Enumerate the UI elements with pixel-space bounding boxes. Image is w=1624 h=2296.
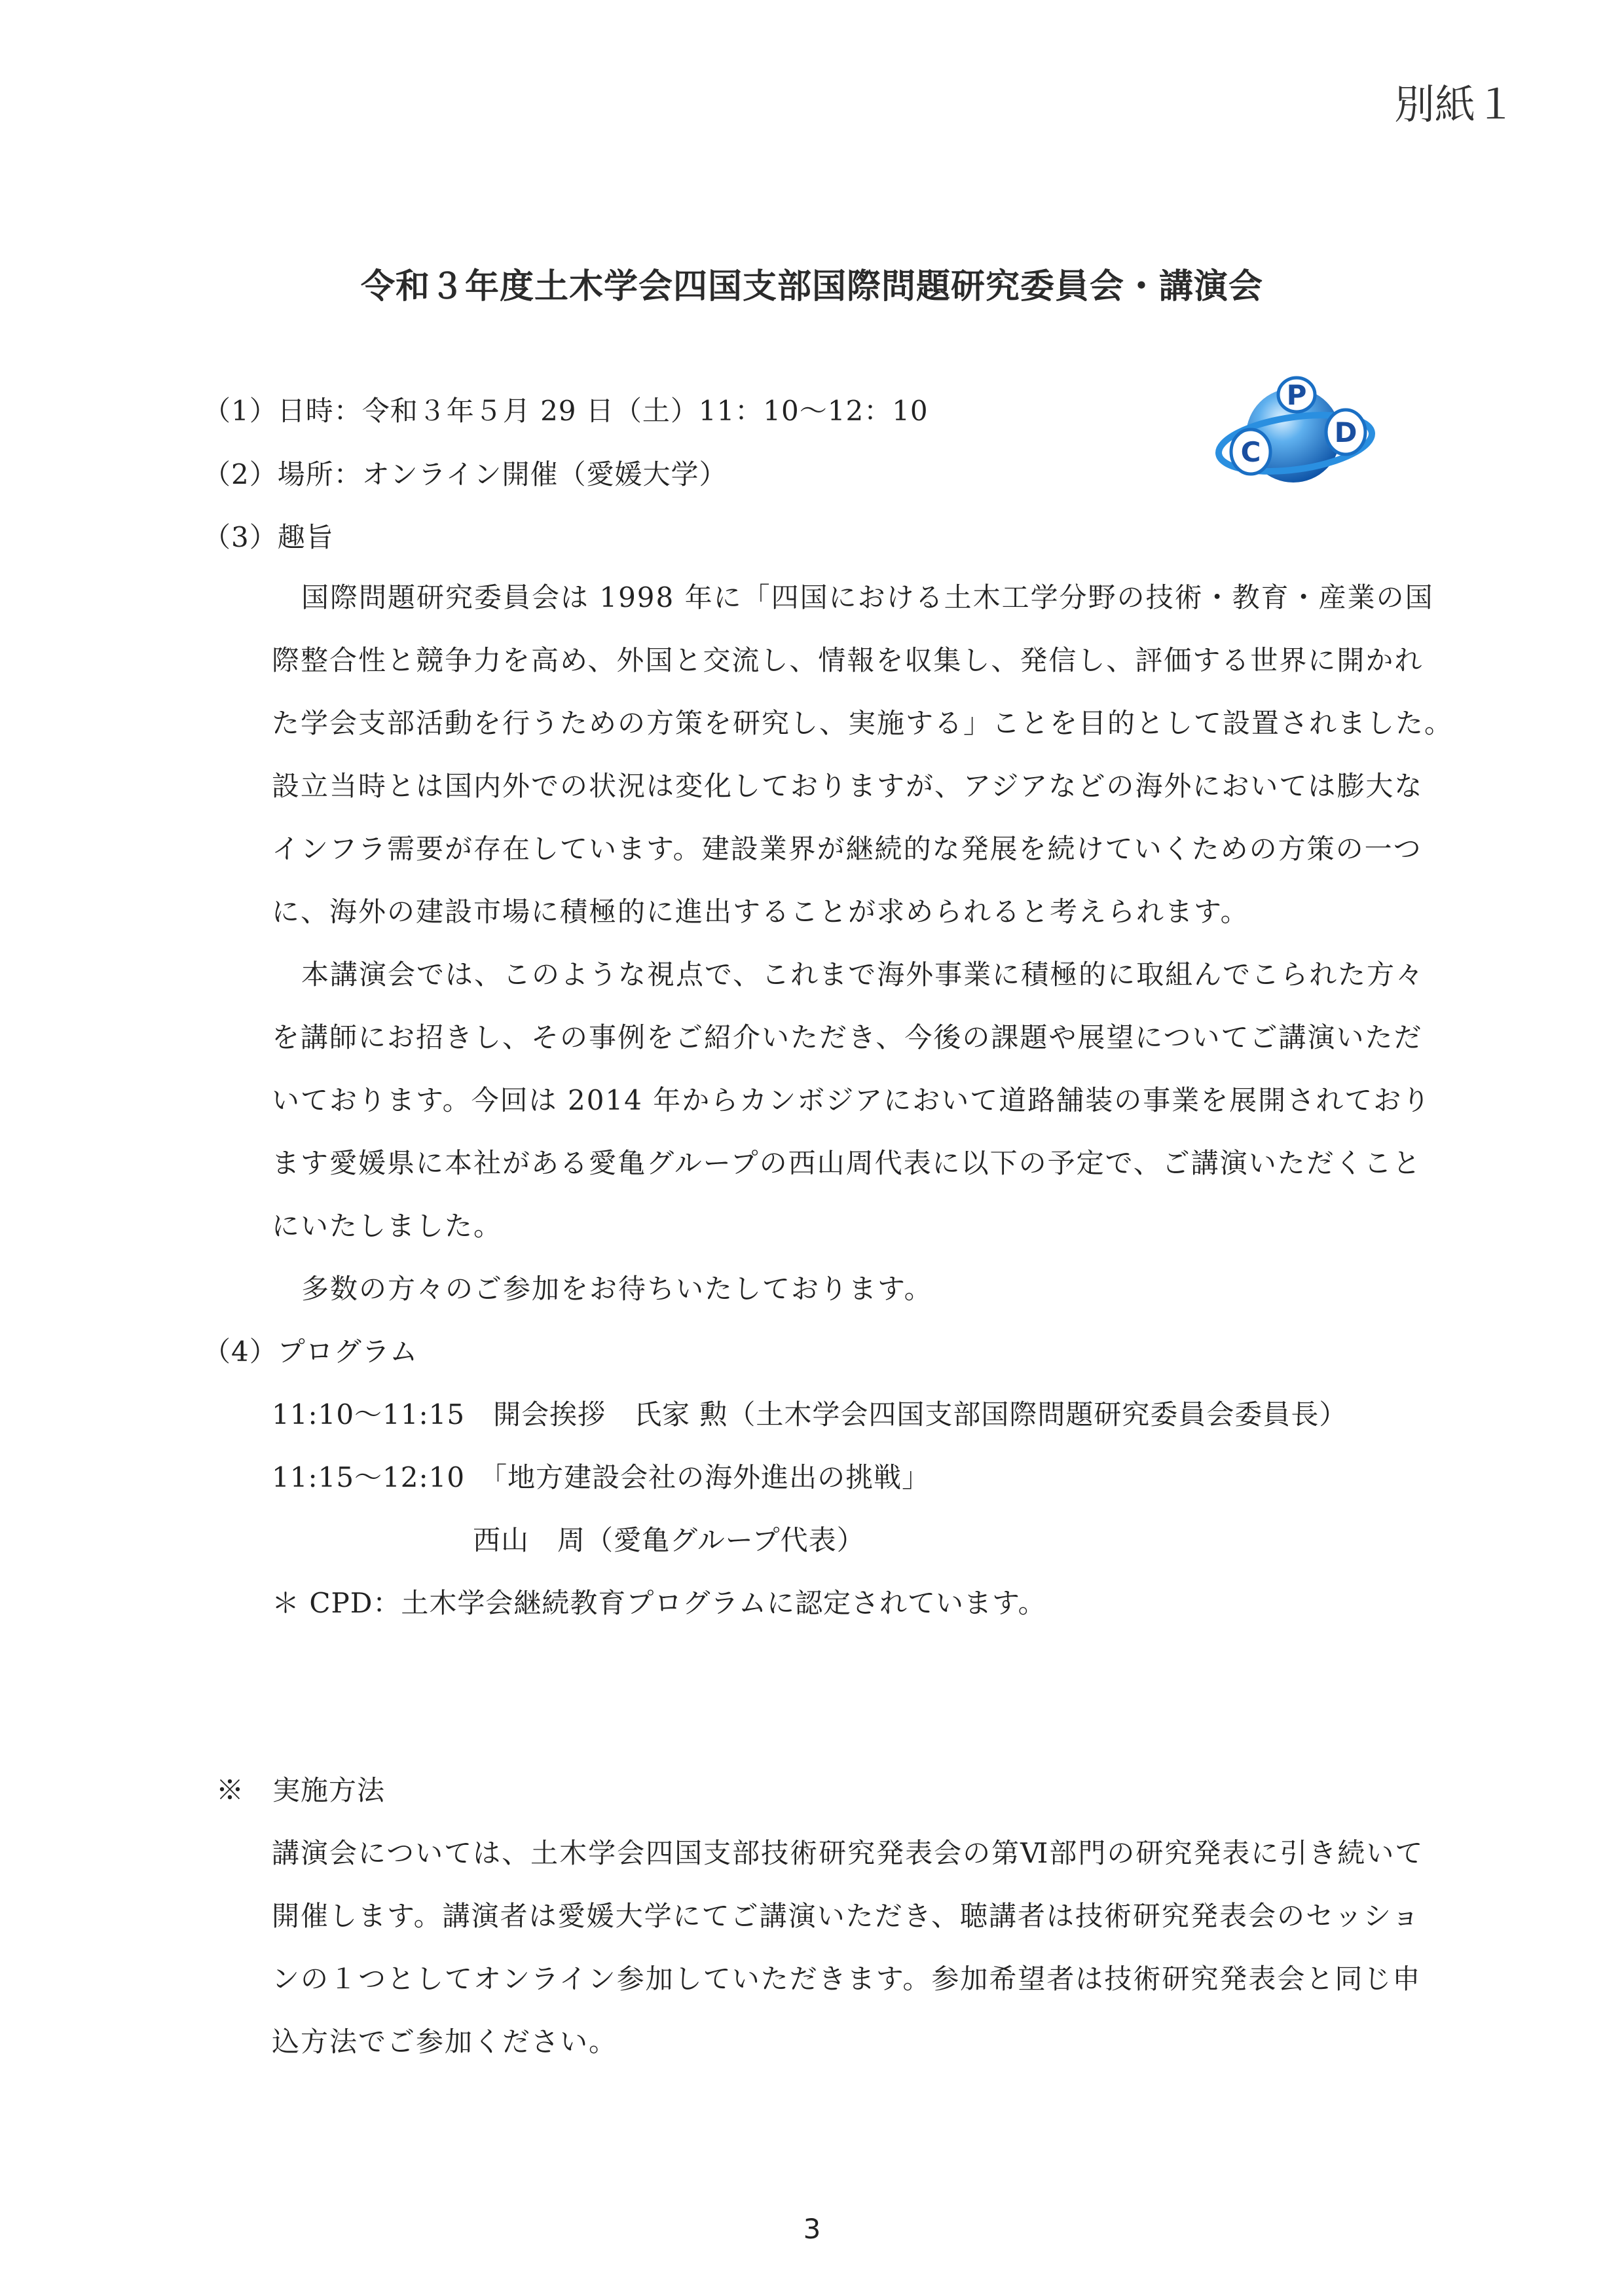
purpose-line: 本講演会では、このような視点で、これまで海外事業に積極的に取組んでこられた方々 — [301, 958, 1425, 991]
logo-letter-p: P — [1286, 379, 1307, 411]
purpose-line: た学会支部活動を行うための方策を研究し、実施する」ことを目的として設置されました。 — [272, 707, 1454, 739]
cpd-note: ＊ CPD：土木学会継続教育プログラムに認定されています。 — [272, 1587, 1046, 1619]
purpose-line: いております。今回は 2014 年からカンボジアにおいて道路舗装の事業を展開されており — [272, 1084, 1431, 1116]
datetime-item: （1）日時：令和３年５月 29 日（土）11：10〜12：10 — [203, 395, 929, 427]
purpose-line: 設立当時とは国内外での状況は変化しておりますが、アジアなどの海外においては膨大な — [272, 770, 1424, 802]
logo-letter-d: D — [1334, 416, 1357, 448]
purpose-line: 国際問題研究委員会は 1998 年に「四国における土木工学分野の技術・教育・産業の国 — [301, 581, 1434, 613]
method-heading: ※ 実施方法 — [216, 1774, 386, 1806]
cpd-logo — [1211, 370, 1382, 501]
logo-letter-c: C — [1240, 436, 1261, 468]
purpose-line: を講師にお招きし、その事例をご紹介いただき、今後の課題や展望についてご講演いただ — [272, 1021, 1423, 1053]
program-speaker: 西山 周（愛亀グループ代表） — [473, 1524, 865, 1556]
purpose-line: に、海外の建設市場に積極的に進出することが求められると考えられます。 — [272, 896, 1249, 928]
annex-label: 別紙１ — [1393, 81, 1516, 128]
method-line: ンの１つとしてオンライン参加していただきます。参加希望者は技術研究発表会と同じ申 — [272, 1963, 1422, 1995]
purpose-line: ます愛媛県に本社がある愛亀グループの西山周代表に以下の予定で、ご講演いただくこと — [272, 1147, 1422, 1179]
purpose-heading: （3）趣旨 — [203, 521, 334, 553]
purpose-line: 多数の方々のご参加をお待ちいたしております。 — [301, 1273, 933, 1305]
purpose-line: インフラ需要が存在しています。建設業界が継続的な発展を続けていくための方策の一つ — [272, 833, 1422, 865]
method-line: 込方法でご参加ください。 — [272, 2026, 618, 2058]
document-title: 令和３年度土木学会四国支部国際問題研究委員会・講演会 — [360, 267, 1263, 306]
method-line: 講演会については、土木学会四国支部技術研究発表会の第Ⅵ部門の研究発表に引き続いて — [272, 1837, 1424, 1869]
program-lecture: 11:15〜12:10 「地方建設会社の海外進出の挑戦」 — [272, 1461, 931, 1493]
method-line: 開催します。講演者は愛媛大学にてご講演いただき、聴講者は技術研究発表会のセッショ — [272, 1900, 1421, 1932]
page-number: 3 — [803, 2213, 821, 2245]
program-opening: 11:10〜11:15 開会挨拶 氏家 勲（土木学会四国支部国際問題研究委員会委員長） — [272, 1398, 1348, 1430]
purpose-line: 際整合性と競争力を高め、外国と交流し、情報を収集し、発信し、評価する世界に開かれ — [272, 644, 1424, 676]
place-item: （2）場所：オンライン開催（愛媛大学） — [203, 458, 728, 490]
purpose-line: にいたしました。 — [272, 1210, 503, 1242]
program-heading: （4）プログラム — [203, 1336, 418, 1368]
